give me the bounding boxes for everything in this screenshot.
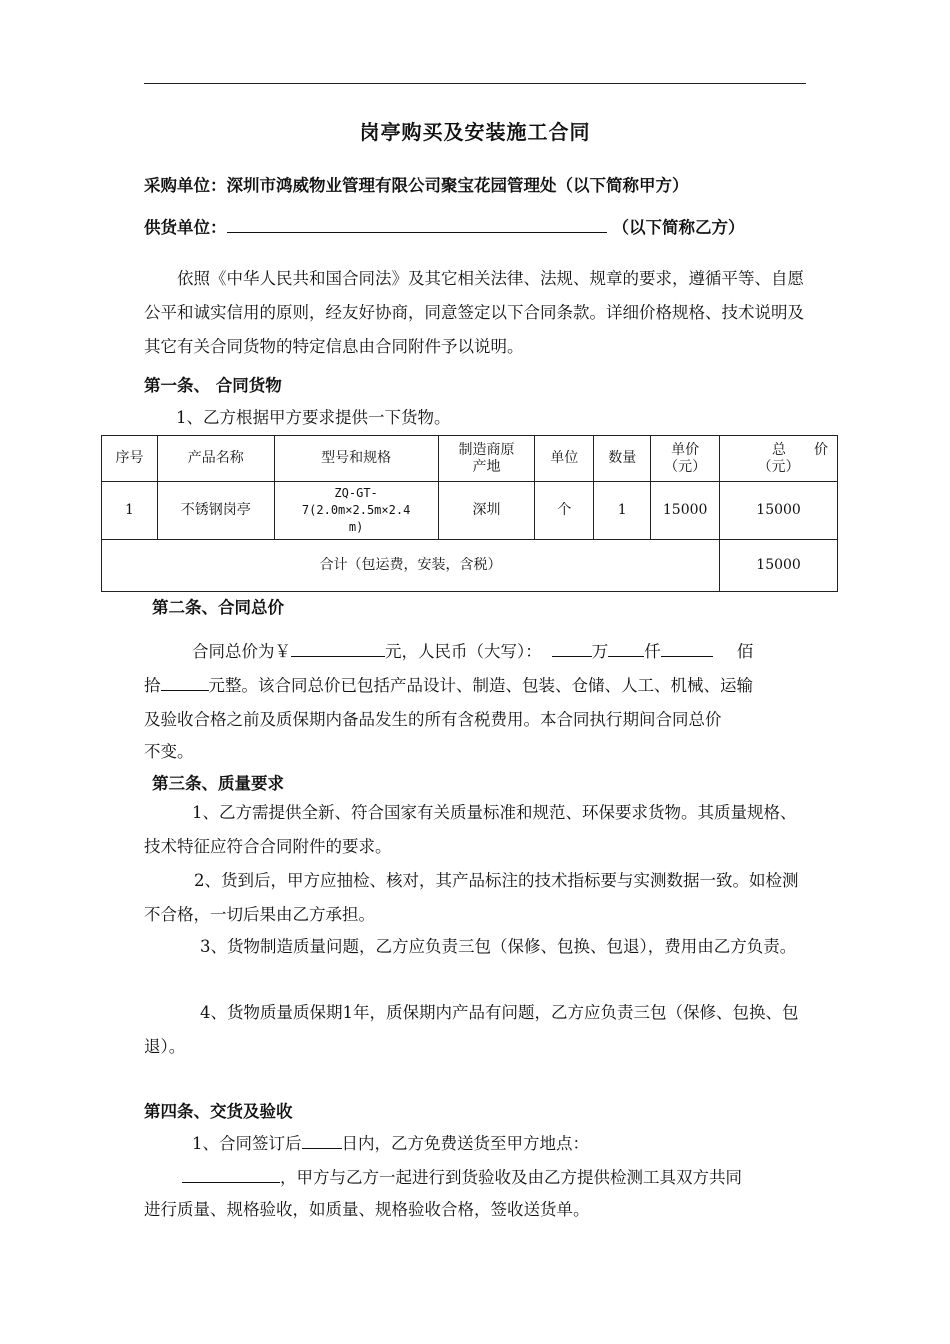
article4-line2 xyxy=(182,1164,742,1188)
sum-label: 合计（包运费，安装，含税） xyxy=(102,540,720,592)
qian-blank[interactable] xyxy=(608,640,644,657)
article1-heading: 第一条、 合同货物 xyxy=(144,376,282,395)
article4-text-a: ，甲方与乙方一起进行到货验收及由乙方提供检测工具双方共同 xyxy=(280,1168,742,1187)
article3-item1: 1、乙方需提供全新、符合国家有关质量标准和规范、环保要求货物。其质量规格、技术特征应符合合同附件的要求。 xyxy=(144,803,797,856)
cell-spec-line3: m) xyxy=(348,520,364,534)
price-label: 合同总价为￥ xyxy=(192,642,291,661)
days-blank[interactable] xyxy=(302,1132,342,1149)
article4-line3: 进行质量、规格验收，如质量、规格验收合格，签收送货单。 xyxy=(144,1200,590,1219)
price-rmb-label: 元，人民币（大写）： xyxy=(385,642,542,661)
article2-text-a: 元整。该合同总价已包括产品设计、制造、包装、仓储、人工、机械、运输 xyxy=(208,676,753,695)
header-unit-price-line2: （元） xyxy=(664,458,707,475)
price-amount-blank[interactable] xyxy=(291,640,385,657)
shi-label: 拾 xyxy=(144,676,161,695)
header-rule xyxy=(144,83,806,84)
cell-unit-price: 15000 xyxy=(651,482,720,540)
supplier-line xyxy=(144,214,745,238)
header-origin xyxy=(438,436,535,482)
article2-line1 xyxy=(192,638,753,662)
table-header-row xyxy=(102,436,838,482)
article2-line3: 及验收合格之前及质保期内备品发生的所有含税费用。本合同执行期间合同总价 xyxy=(144,710,722,729)
supplier-label: 供货单位： xyxy=(144,218,227,237)
table-sum-row xyxy=(102,540,838,592)
article3-item2: 2、货到后，甲方应抽检、核对，其产品标注的技术指标要与实测数据一致。如检测不合格，一切后果由乙方承担。 xyxy=(144,871,799,924)
article4-heading: 第四条、交货及验收 xyxy=(144,1102,293,1121)
location-blank[interactable] xyxy=(182,1166,280,1183)
header-origin-line2: 产地 xyxy=(472,458,501,475)
shi-blank[interactable] xyxy=(161,674,209,691)
header-qty: 数量 xyxy=(594,436,651,482)
wan-label: 万 xyxy=(591,642,609,661)
purchaser-value: 深圳市鸿威物业管理有限公司聚宝花园管理处（以下简称甲方） xyxy=(226,176,689,195)
article1-item1: 1、乙方根据甲方要求提供一下货物。 xyxy=(176,408,451,427)
article2-line4: 不变。 xyxy=(144,742,194,761)
cell-spec-line2: 7(2.0m×2.5m×2.4 xyxy=(301,503,411,517)
cell-origin: 深圳 xyxy=(438,482,535,540)
article4-delivery-label: 日内，乙方免费送货至甲方地点： xyxy=(341,1134,589,1153)
header-total-price-line1: 总 价 xyxy=(772,441,828,458)
document-title: 岗亭购买及安装施工合同 xyxy=(359,120,591,144)
header-total-price-line2: （元） xyxy=(757,458,800,475)
intro-paragraph: 依照《中华人民共和国合同法》及其它相关法律、法规、规章的要求，遵循平等、自愿公平和诚实信用的原则，经友好协商，同意签定以下合同条款。详细价格规格、技术说明及其它有关合同货物的特定信息由合同附件予以说明。 xyxy=(144,269,804,356)
article3-heading: 第三条、质量要求 xyxy=(152,774,284,793)
sum-value: 15000 xyxy=(720,540,838,592)
cell-spec xyxy=(274,482,438,540)
purchaser-label: 采购单位： xyxy=(144,176,227,195)
purchaser-line xyxy=(144,172,689,196)
table-row xyxy=(102,482,838,540)
cell-spec-line1: ZQ-GT- xyxy=(334,486,378,500)
article4-line1 xyxy=(192,1130,589,1154)
goods-table xyxy=(101,435,838,592)
wan-blank[interactable] xyxy=(552,640,592,657)
bai-label: 佰 xyxy=(736,642,754,661)
header-unit-price-line1: 单价 xyxy=(671,441,700,458)
cell-unit: 个 xyxy=(535,482,594,540)
header-name: 产品名称 xyxy=(157,436,274,482)
header-spec: 型号和规格 xyxy=(274,436,438,482)
bai-blank[interactable] xyxy=(661,640,713,657)
header-no: 序号 xyxy=(102,436,158,482)
header-unit: 单位 xyxy=(535,436,594,482)
header-origin-line1: 制造商原 xyxy=(458,441,515,458)
qian-label: 仟 xyxy=(644,642,661,661)
header-total-price xyxy=(720,436,838,482)
article4-days-label: 1、合同签订后 xyxy=(192,1134,302,1153)
article2-heading: 第二条、合同总价 xyxy=(152,598,284,617)
cell-name: 不锈钢岗亭 xyxy=(157,482,274,540)
article3-item3: 3、货物制造质量问题，乙方应负责三包（保修、包换、包退），费用由乙方负责。 xyxy=(200,937,797,956)
supplier-suffix: （以下简称乙方） xyxy=(612,218,745,237)
article3-item4: 4、货物质量质保期1年，质保期内产品有问题，乙方应负责三包（保修、包换、包退）。 xyxy=(144,1003,799,1056)
header-unit-price xyxy=(651,436,720,482)
cell-qty: 1 xyxy=(594,482,651,540)
article2-line2 xyxy=(144,672,753,696)
cell-no: 1 xyxy=(102,482,158,540)
cell-total: 15000 xyxy=(720,482,838,540)
supplier-blank[interactable] xyxy=(227,214,607,233)
